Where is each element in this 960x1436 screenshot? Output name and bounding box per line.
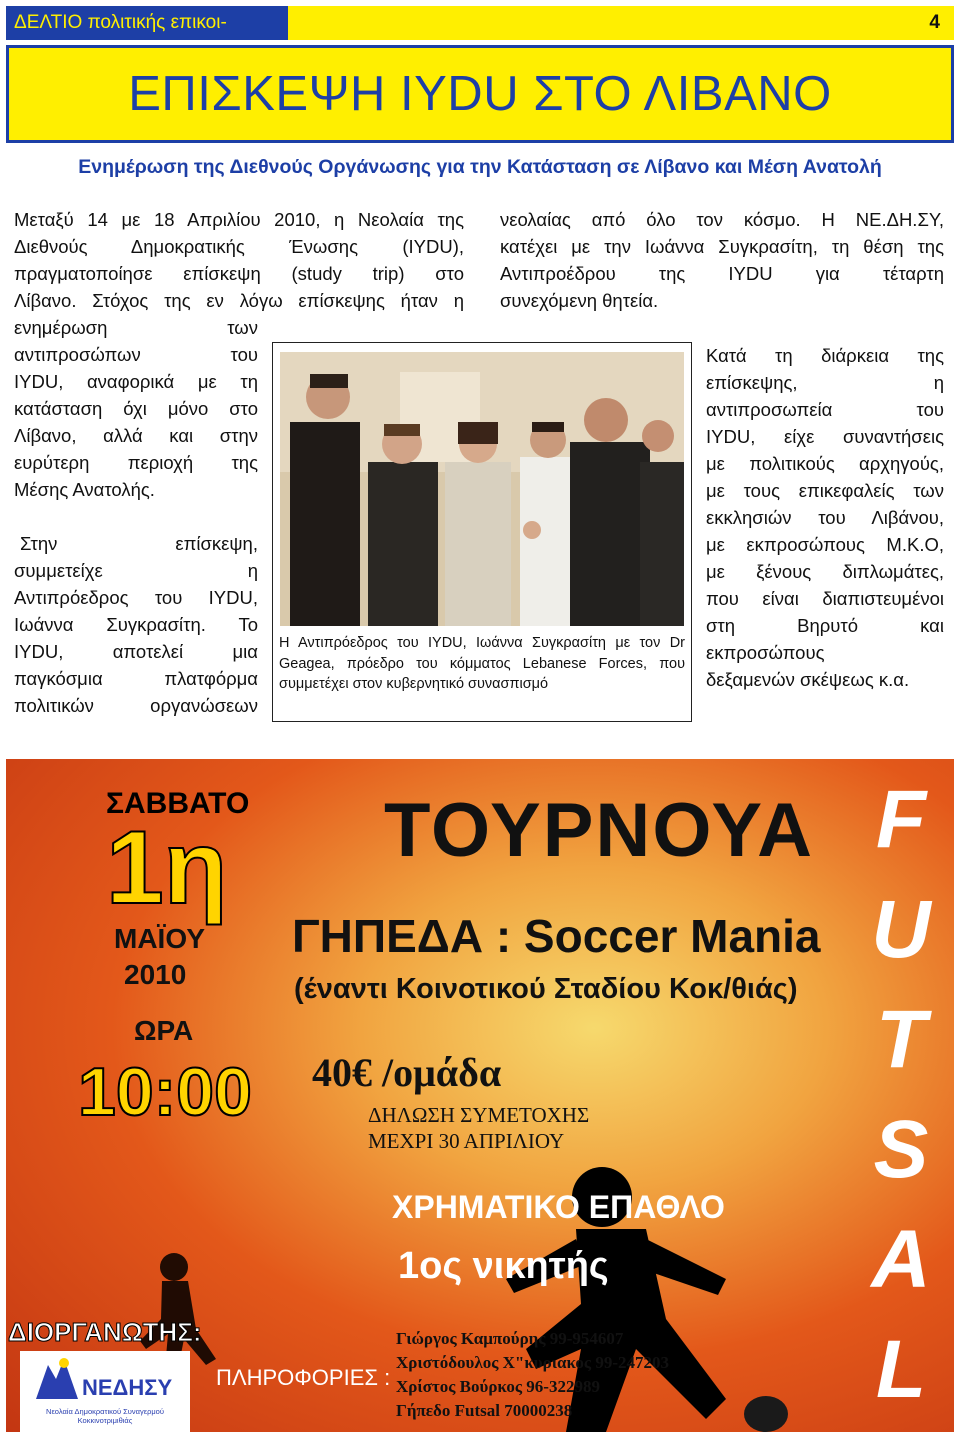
page-number: 4 — [929, 12, 940, 33]
text-line: Λίβανο, αλλά και στην — [14, 425, 258, 446]
contact-line: Χριστόδουλος Χ"κυριακος 99-247203 — [396, 1353, 670, 1372]
poster-month: ΜΑΪΟΥ — [114, 923, 205, 954]
futsal-letter: U — [871, 884, 931, 975]
poster-organizer-label: ΔΙΟΡΓΑΝΩΤΗΣ: — [8, 1317, 202, 1347]
text-line: με πολιτικούς αρχηγούς, — [706, 453, 944, 474]
text-line: IYDU, αποτελεί μια — [14, 641, 258, 662]
poster-prize-label: ΧΡΗΜΑΤΙΚΟ ΕΠΑΘΛΟ — [392, 1189, 725, 1225]
futsal-letter: T — [875, 994, 927, 1085]
article-paragraph-3 — [500, 206, 944, 314]
meeting-photo — [280, 352, 684, 626]
text-line: Λίβανο. Στόχος της εν λόγω επίσκεψης ήταν η — [14, 290, 464, 311]
text-line: αντιπροσώπων του — [14, 344, 258, 365]
poster-registration-1: ΔΗΛΩΣΗ ΣΥΜΕΤΟΧΗΣ — [368, 1103, 590, 1127]
article-paragraph-1 — [14, 206, 464, 314]
logo-name: ΝΕΔΗΣΥ — [82, 1375, 173, 1400]
text-line: νεολαίας από όλο τον κόσμο. Η ΝΕ.ΔΗ.ΣΥ, — [500, 209, 944, 230]
poster-day: ΣΑΒΒΑΤΟ — [106, 787, 250, 820]
text-line: με τους επικεφαλείς των — [706, 480, 944, 501]
text-line: Ιωάννα Συγκρασίτη. Το — [14, 614, 258, 635]
futsal-letter: L — [875, 1324, 927, 1415]
contact-line: Χρίστος Βούρκος 96-322989 — [396, 1377, 600, 1396]
text-line: παγκόσμια πλατφόρμα — [14, 668, 258, 689]
logo-figure-icon — [30, 1355, 84, 1403]
text-line: Αντιπροέδρου της IYDU για τέταρτη — [500, 263, 944, 284]
text-line: IYDU, αναφορικά με τη — [14, 371, 258, 392]
article-title: ΕΠΙΣΚΕΨΗ IYDU ΣΤΟ ΛΙΒΑΝΟ — [128, 67, 832, 121]
text-line: Κατά τη διάρκεια της — [706, 345, 944, 366]
contact-line: Γιώργος Καμπούρης 99-954607 — [396, 1329, 624, 1348]
text-line: με εκπροσώπους Μ.Κ.Ο, — [706, 534, 944, 555]
text-line: στη Βηρυτό και — [706, 615, 944, 636]
poster-venue: ΓΗΠΕΔΑ : Soccer Mania — [292, 910, 821, 962]
futsal-tournament-poster — [6, 759, 954, 1432]
text-line: πολιτικών οργανώσεων — [14, 695, 258, 716]
poster-date-number: 1η — [106, 810, 228, 926]
text-line: δεξαμενών σκέψεως κ.α. — [706, 669, 910, 690]
text-line: εκπροσώπους — [706, 642, 825, 663]
article-paragraph-2 — [14, 530, 258, 719]
contact-line: Γήπεδο Futsal 70000238 — [396, 1401, 573, 1420]
text-line: που είναι διαπιστευμένοι — [706, 588, 944, 609]
text-line: Μεταξύ 14 με 18 Απριλίου 2010, η Νεολαία της — [14, 209, 464, 230]
text-line: συμμετείχε η — [14, 560, 258, 581]
poster-registration-2: ΜΕΧΡΙ 30 ΑΠΡΙΛΙΟΥ — [368, 1129, 565, 1153]
futsal-letter: F — [875, 774, 927, 865]
text-line: Στην επίσκεψη, — [20, 533, 258, 554]
text-line: Μέσης Ανατολής. — [14, 479, 155, 500]
text-line: εκκλησιών του Λιβάνου, — [706, 507, 944, 528]
article-title-box — [6, 45, 954, 143]
meeting-photo-illustration — [280, 352, 684, 626]
poster-prize-winner: 1ος νικητής — [398, 1245, 609, 1287]
article-subtitle: Ενημέρωση της Διεθνούς Οργάνωσης για την Κατάσταση σε Λίβανο και Μέση Ανατολή — [78, 156, 882, 178]
text-line: με ξένους διπλωμάτες, — [706, 561, 944, 582]
poster-year: 2010 — [124, 959, 187, 990]
poster-event-title: ΤΟΥΡΝΟΥΑ — [384, 788, 814, 873]
poster-time-label: ΩΡΑ — [134, 1015, 194, 1046]
article-paragraph-4 — [706, 342, 944, 693]
article-paragraph-1-cont — [14, 314, 258, 503]
text-line: Αντιπρόεδρος του IYDU, — [14, 587, 258, 608]
logo-subtitle: Νεολαία Δημοκρατικού Συναγερμού Κοκκινοτριμιθιάς — [46, 1407, 164, 1425]
poster-fee: 40€ /ομάδα — [312, 1050, 502, 1095]
text-line: κατέχει με την Ιωάννα Συγκρασίτη, τη θέση της — [500, 236, 944, 257]
photo-caption: Η Αντιπρόεδρος του IYDU, Ιωάννα Συγκρασίτη με τον Dr Geagea, πρόεδρο του κόμματος Lebanese Forces, που συμμετέχει στον κυβερνητικό συνασπισμό — [279, 635, 685, 692]
text-line: συνεχόμενη θητεία. — [500, 290, 659, 311]
text-line: ενημέρωση των — [14, 317, 258, 338]
poster-time: 10:00 — [78, 1054, 252, 1130]
nedisy-logo — [20, 1351, 190, 1432]
futsal-letter: A — [871, 1214, 931, 1305]
newsletter-header-bar — [6, 6, 954, 40]
poster-info-label: ΠΛΗΡΟΦΟΡΙΕΣ : — [216, 1365, 391, 1390]
text-line: αντιπροσωπεία του — [706, 399, 944, 420]
text-line: ευρύτερη περιοχή της — [14, 452, 258, 473]
photo-frame — [272, 342, 692, 722]
poster-contacts — [396, 1327, 669, 1423]
text-line: επίσκεψης, η — [706, 372, 944, 393]
text-line: πραγματοποίησε επίσκεψη (study trip) στο — [14, 263, 464, 284]
futsal-letter: S — [873, 1104, 929, 1195]
newsletter-label: ΔΕΛΤΙΟ πολιτικής επικοι- — [6, 6, 288, 40]
poster-venue-note: (έναντι Κοινοτικού Σταδίου Κοκ/θιάς) — [294, 973, 798, 1005]
text-line: κατάσταση όχι μόνο στο — [14, 398, 258, 419]
text-line: IYDU, είχε συναντήσεις — [706, 426, 944, 447]
text-line: Διεθνούς Δημοκρατικής Ένωσης (IYDU), — [14, 236, 464, 257]
poster-futsal-vertical — [866, 765, 936, 1425]
